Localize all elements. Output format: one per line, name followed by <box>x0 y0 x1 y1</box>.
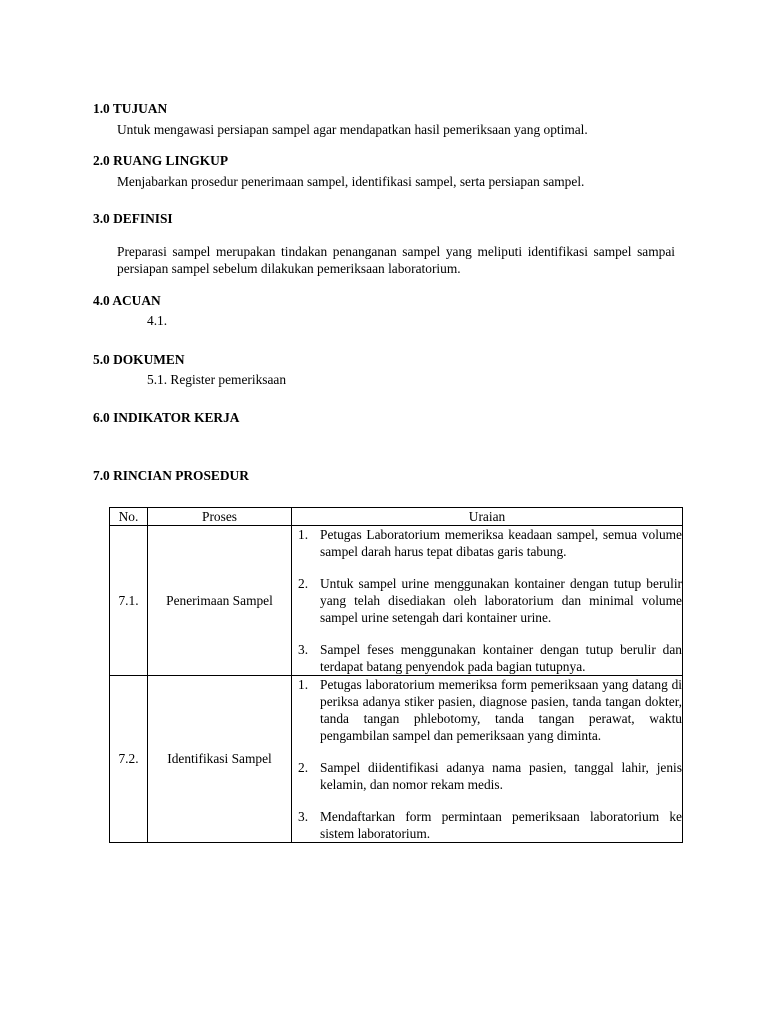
step-number: 1. <box>298 677 309 692</box>
step-item <box>292 676 682 744</box>
step-number: 2. <box>298 576 309 591</box>
row-process: Identifikasi Sampel <box>148 676 292 843</box>
step-item <box>292 575 682 626</box>
step-item <box>292 641 682 675</box>
step-number: 2. <box>298 760 309 775</box>
row-number: 7.1. <box>110 526 148 676</box>
step-text: Sampel diidentifikasi adanya nama pasien, tanggal lahir, jenis kelamin, dan nomor rekam medis. <box>320 760 682 792</box>
section-heading-definisi: 3.0 DEFINISI <box>93 211 173 226</box>
step-item <box>292 526 682 560</box>
section-text-tujuan: Untuk mengawasi persiapan sampel agar mendapatkan hasil pemeriksaan yang optimal. <box>117 122 588 137</box>
step-text: Petugas laboratorium memeriksa form pemeriksaan yang datang di periksa adanya stiker pasien, diagnose pasien, tanda tangan dokter, tanda tangan phlebotomy, tanda tangan perawat, waktu pengambilan sampel dan pemeriksaan yang diminta. <box>320 677 682 743</box>
row-description <box>292 526 683 676</box>
step-list <box>292 526 682 675</box>
header-uraian: Uraian <box>292 508 683 526</box>
step-item <box>292 808 682 842</box>
section-heading-indikator-kerja: 6.0 INDIKATOR KERJA <box>93 410 240 425</box>
step-item <box>292 759 682 793</box>
step-text: Untuk sampel urine menggunakan kontainer dengan tutup berulir yang telah disediakan oleh laboratorium dan minimal volume sampel urine setengah dari kontainer urine. <box>320 576 682 625</box>
procedure-table <box>109 507 683 843</box>
section-heading-dokumen: 5.0 DOKUMEN <box>93 352 185 367</box>
section-heading-ruang-lingkup: 2.0 RUANG LINGKUP <box>93 153 229 168</box>
row-number: 7.2. <box>110 676 148 843</box>
step-list <box>292 676 682 842</box>
section-heading-rincian-prosedur: 7.0 RINCIAN PROSEDUR <box>93 468 249 483</box>
row-process: Penerimaan Sampel <box>148 526 292 676</box>
section-text-dokumen: 5.1. Register pemeriksaan <box>147 372 287 387</box>
section-heading-tujuan: 1.0 TUJUAN <box>93 101 168 116</box>
section-text-ruang-lingkup: Menjabarkan prosedur penerimaan sampel, identifikasi sampel, serta persiapan sampel. <box>117 174 585 189</box>
table-row <box>110 676 683 843</box>
step-number: 3. <box>298 809 309 824</box>
step-number: 3. <box>298 642 309 657</box>
row-description <box>292 676 683 843</box>
step-number: 1. <box>298 527 309 542</box>
step-text: Petugas Laboratorium memeriksa keadaan sampel, semua volume sampel darah harus tepat dibatas garis tabung. <box>320 527 682 559</box>
section-heading-acuan: 4.0 ACUAN <box>93 293 161 308</box>
header-proses: Proses <box>148 508 292 526</box>
step-text: Mendaftarkan form permintaan pemeriksaan laboratorium ke sistem laboratorium. <box>320 809 682 841</box>
header-no: No. <box>110 508 148 526</box>
section-text-definisi: Preparasi sampel merupakan tindakan penanganan sampel yang meliputi identifikasi sampel sampai persiapan sampel sebelum dilakukan pemeriksaan laboratorium. <box>117 244 675 276</box>
step-text: Sampel feses menggunakan kontainer dengan tutup berulir dan terdapat batang penyendok pada bagian tutupnya. <box>320 642 682 674</box>
table-header-row <box>110 508 683 526</box>
section-text-acuan: 4.1. <box>147 313 168 328</box>
table-row <box>110 526 683 676</box>
